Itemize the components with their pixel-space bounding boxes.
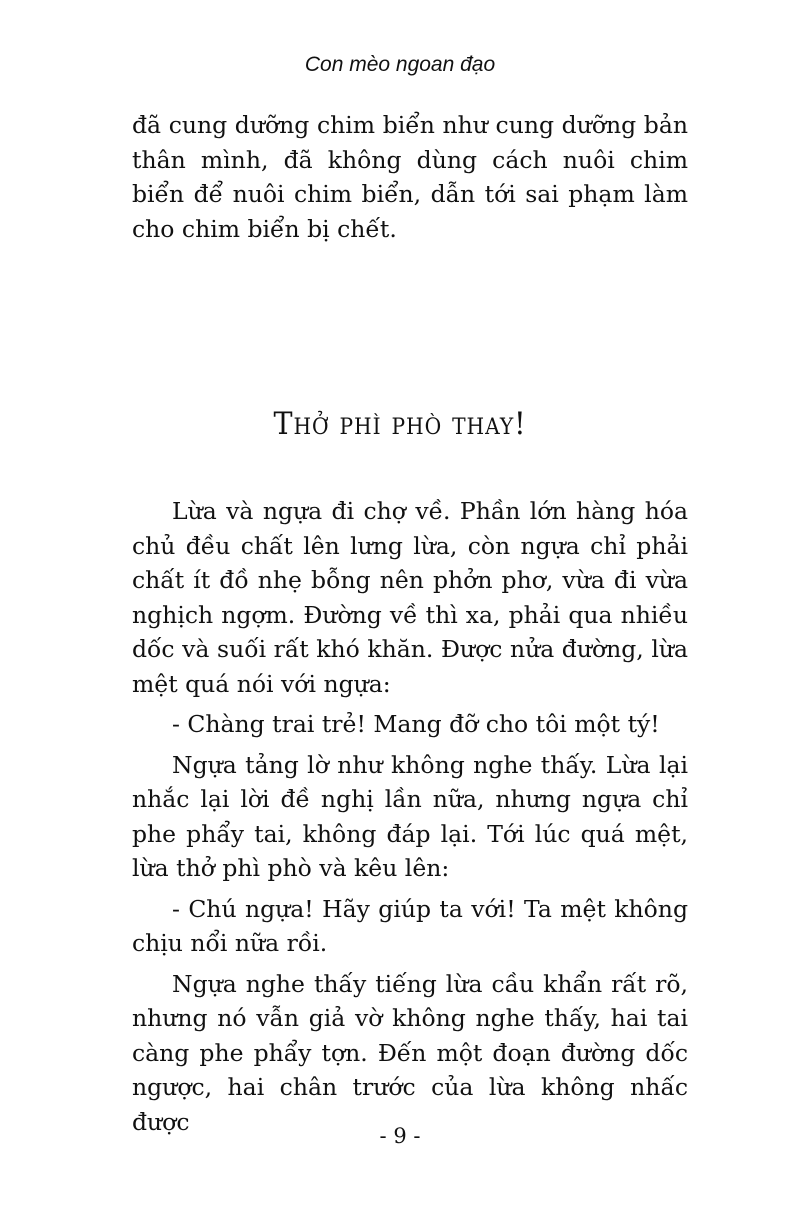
story-paragraph-3: Ngựa tảng lờ như không nghe thấy. Lừa lại nhắc lại lời đề nghị lần nữa, nhưng ngựa chỉ phe phẩy tai, không đáp lại. Tới lúc quá mệt, lừa thở phì phò và kêu lên:: [132, 750, 688, 882]
page-number: - 9 -: [379, 1124, 421, 1148]
running-header: Con mèo ngoan đạo: [304, 53, 496, 76]
story-title: Thở phì phò thay!: [273, 406, 527, 442]
story-paragraph-5: Ngựa nghe thấy tiếng lừa cầu khẩn rất rõ, nhưng nó vẫn giả vờ không nghe thấy, hai tai càng phe phẩy tợn. Đến một đoạn đường dốc ngược, hai chân trước của lừa không nhấc được: [132, 969, 688, 1136]
story-paragraph-2: - Chàng trai trẻ! Mang đỡ cho tôi một tý!: [172, 710, 660, 738]
story-paragraph-1: Lừa và ngựa đi chợ về. Phần lớn hàng hóa chủ đều chất lên lưng lừa, còn ngựa chỉ phải chất ít đồ nhẹ bỗng nên phởn phơ, vừa đi vừa nghịch ngợm. Đường về thì xa, phải qua nhiều dốc và suối rất khó khăn. Được nửa đường, lừa mệt quá nói với ngựa:: [132, 497, 688, 698]
continued-paragraph: đã cung dưỡng chim biển như cung dưỡng bản thân mình, đã không dùng cách nuôi chim biển để nuôi chim biển, dẫn tới sai phạm làm cho chim biển bị chết.: [132, 111, 688, 243]
continued-text-block: [132, 108, 688, 246]
story-body: [132, 494, 688, 1145]
story-paragraph-4: - Chú ngựa! Hãy giúp ta với! Ta mệt không chịu nổi nữa rồi.: [132, 894, 688, 957]
